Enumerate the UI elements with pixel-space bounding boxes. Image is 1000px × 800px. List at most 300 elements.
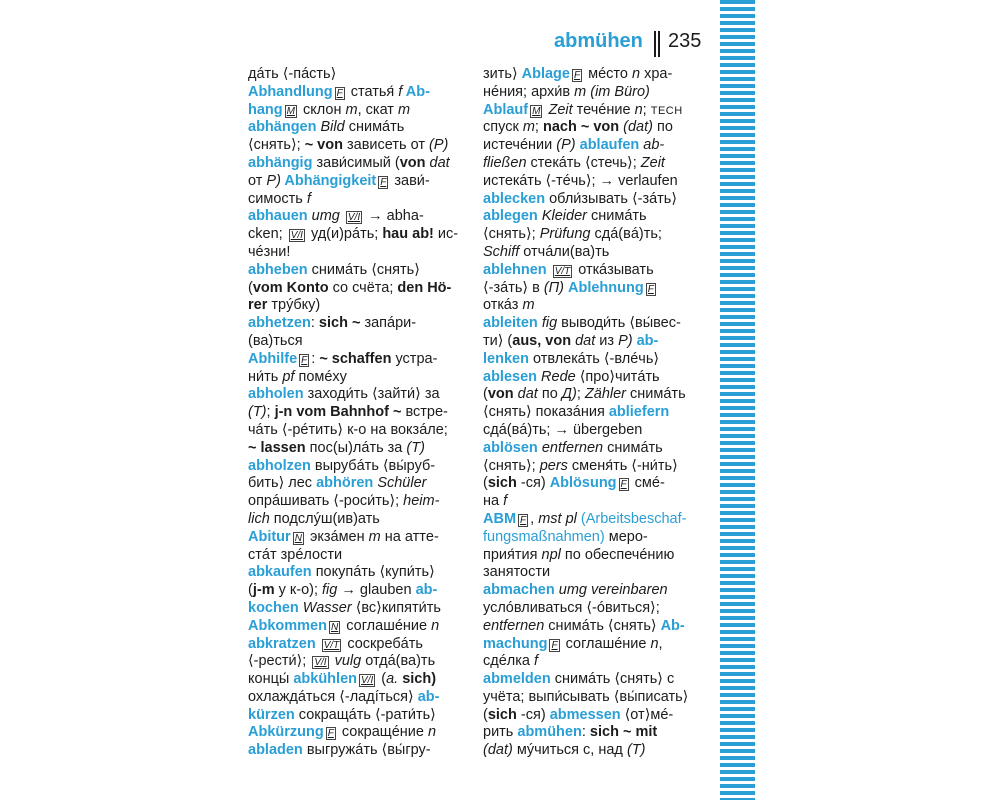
dictionary-line: [248, 102, 463, 120]
dictionary-line: [248, 208, 463, 226]
dictionary-line: [483, 511, 698, 529]
entry-text: снимáть: [344, 119, 405, 136]
entry-text: lich: [248, 510, 270, 527]
entry-text: соскребáть: [343, 635, 423, 652]
entry-text: занятости: [483, 564, 551, 581]
entry-text: (T): [406, 439, 425, 456]
entry-text: встре-: [401, 404, 448, 421]
page-number: 235: [668, 30, 702, 52]
entry-text: hau ab!: [382, 226, 434, 243]
headword: abkaufen: [248, 564, 312, 581]
headword: abholen: [248, 386, 304, 403]
headword: Abhandlung: [248, 83, 333, 100]
entry-text: по: [537, 386, 562, 403]
entry-text: сокращéние: [337, 724, 428, 741]
entry-text: n: [650, 635, 659, 652]
dictionary-line: [248, 119, 463, 137]
entry-text: хра-: [640, 66, 673, 82]
dictionary-line: [248, 422, 463, 440]
headword: abhetzen: [248, 315, 311, 332]
guide-word: abmühen: [554, 30, 643, 52]
headword: Abkürzung: [248, 724, 324, 741]
entry-text: npl: [541, 546, 561, 563]
dictionary-line: [248, 511, 463, 529]
entry-text: :: [581, 724, 590, 741]
entry-text: течéние: [572, 101, 635, 118]
headword: abhängig: [248, 154, 313, 171]
entry-text: (P): [556, 137, 576, 154]
headword: Ablage: [521, 66, 570, 82]
entry-text: услóвливаться ⟨-óвиться⟩;: [483, 599, 660, 616]
gender-tag: V/I: [314, 657, 327, 669]
headword: abmachen: [483, 582, 555, 599]
dictionary-line: [248, 262, 463, 280]
entry-text: по обеспечéнию: [560, 546, 675, 563]
dictionary-line: [483, 84, 698, 102]
entry-text: Д): [561, 386, 577, 403]
headword: Ablehnung: [563, 279, 644, 296]
dictionary-line: [483, 475, 698, 493]
entry-text: fließen: [483, 154, 527, 171]
gender-tag: M: [286, 105, 295, 117]
headword: ablegen: [483, 208, 538, 225]
entry-text: sich ~ mit: [589, 724, 658, 741]
entry-text: f: [534, 653, 539, 670]
gender-tag: F: [327, 728, 334, 740]
entry-text: umg: [307, 208, 344, 225]
entry-text: уд(и)рáть;: [306, 226, 383, 243]
gender-tag: F: [551, 639, 558, 651]
entry-text: Kleider: [537, 208, 587, 225]
dictionary-line: [248, 564, 463, 582]
entry-text: чáть ⟨-рéтить⟩ к-о на вокзáле;: [248, 421, 448, 438]
dictionary-line: [483, 66, 698, 84]
entry-text: m: [522, 297, 535, 314]
dictionary-line: [483, 653, 698, 671]
gender-tag: N: [294, 532, 302, 544]
entry-text: прия́тия: [483, 546, 542, 563]
headword: abholzen: [248, 457, 311, 474]
entry-text: Bild: [316, 119, 345, 136]
entry-text: Zeit: [640, 154, 665, 171]
entry-text: на аттe-: [380, 528, 439, 545]
entry-text: сдá(вá)ть;: [590, 226, 662, 243]
entry-text: отчáли(ва)ть: [519, 243, 610, 260]
headword: hang: [248, 101, 283, 118]
dictionary-line: [248, 244, 463, 262]
entry-text: → abha-: [364, 208, 424, 225]
entry-text: ⟨снять⟩ показáния: [483, 404, 609, 421]
headword: abkratzen: [248, 635, 316, 652]
entry-text: (P): [429, 137, 449, 154]
headword: abladen: [248, 742, 303, 759]
entry-text: (П): [543, 279, 564, 296]
headword: ABM: [483, 510, 517, 527]
dictionary-line: [483, 636, 698, 654]
entry-text: Schüler: [373, 475, 427, 492]
entry-text: nach ~ von: [542, 119, 620, 136]
entry-text: n: [431, 617, 440, 634]
entry-text: откáз: [483, 297, 523, 314]
entry-text: pf: [282, 368, 295, 385]
gender-tag: F: [336, 87, 343, 99]
right-column: [483, 66, 698, 760]
headword: abkühlen: [293, 671, 357, 688]
entry-text: (: [248, 279, 253, 296]
dictionary-line: [483, 262, 698, 280]
headword: Ablauf: [483, 101, 529, 118]
dictionary-line: [483, 671, 698, 689]
entry-text: :: [310, 315, 319, 332]
entry-text: fig: [537, 315, 558, 332]
entry-text: трýбку): [267, 297, 321, 314]
dictionary-line: [483, 173, 698, 191]
entry-text: ⟨про⟩читáть: [575, 368, 660, 385]
entry-text: f: [503, 493, 508, 510]
dictionary-line: [248, 137, 463, 155]
entry-text: рить: [483, 724, 518, 741]
dictionary-line: [483, 707, 698, 725]
entry-text: склон: [298, 101, 346, 118]
headword: abhauen: [248, 208, 308, 225]
dictionary-line: [248, 671, 463, 689]
entry-text: помéху: [294, 368, 347, 385]
entry-text: опрáшивать ⟨-роси́ть⟩;: [248, 493, 404, 510]
dictionary-line: [248, 529, 463, 547]
dictionary-line: [248, 582, 463, 600]
thumb-index-tab: [720, 0, 755, 800]
entry-text: ти⟩ (: [483, 332, 513, 349]
entry-text: статья́: [346, 83, 399, 100]
entry-text: Zähler: [584, 386, 627, 403]
headword: ablösen: [483, 439, 538, 456]
entry-text: ~ lassen: [248, 439, 306, 456]
entry-text: из: [595, 332, 619, 349]
dictionary-line: [483, 369, 698, 387]
headword: Ab-: [660, 617, 685, 634]
dictionary-line: [483, 689, 698, 707]
entry-text: fungsmaßnahmen): [483, 528, 605, 545]
headword: Abkommen: [248, 617, 327, 634]
entry-text: pers: [539, 457, 568, 474]
entry-text: от: [248, 172, 267, 189]
entry-text: P): [266, 172, 281, 189]
gender-tag: N: [330, 621, 339, 633]
entry-text: [547, 262, 551, 278]
dictionary-line: [483, 280, 698, 298]
entry-text: бить⟩ лес: [248, 475, 317, 492]
entry-text: ~ von: [304, 137, 343, 154]
entry-text: стекáть ⟨стечь⟩;: [526, 154, 641, 171]
entry-text: sich: [487, 706, 517, 723]
headword: abmelden: [483, 671, 551, 688]
entry-text: -ся): [516, 706, 550, 723]
dictionary-line: [483, 297, 698, 315]
entry-text: вырубáть ⟨вы́руб-: [310, 457, 436, 474]
entry-text: пос(ы)лáть за: [305, 439, 407, 456]
dictionary-line: [483, 191, 698, 209]
entry-text: зави́симый (: [312, 154, 400, 171]
headword: ab-: [417, 688, 440, 705]
entry-text: снимáть ⟨снять⟩: [307, 261, 420, 278]
entry-text: покупáть ⟨купи́ть⟩: [311, 564, 435, 581]
entry-text: ис-: [433, 226, 459, 243]
dictionary-line: [248, 280, 463, 298]
dictionary-line: [248, 173, 463, 191]
dictionary-line: [248, 636, 463, 654]
gender-tag: M: [532, 105, 541, 117]
dictionary-line: [483, 582, 698, 600]
entry-text: меро-: [604, 528, 648, 545]
entry-text: sich ~: [318, 315, 361, 332]
entry-text: von: [399, 154, 426, 171]
entry-text: ~ schaffen: [319, 350, 392, 367]
dictionary-line: [248, 369, 463, 387]
entry-text: ⟨снять⟩;: [483, 457, 540, 474]
entry-text: отдá(ва)ть: [361, 653, 436, 670]
entry-text: (dat): [483, 742, 513, 759]
entry-text: устра-: [391, 350, 438, 367]
entry-text: f: [398, 83, 403, 100]
dictionary-line: [483, 119, 698, 137]
entry-text: снимáть ⟨снять⟩ с: [550, 671, 675, 688]
entry-text: fig: [322, 582, 338, 599]
dictionary-line: [248, 547, 463, 565]
entry-text: von: [487, 386, 514, 403]
entry-text: Wasser: [298, 599, 352, 616]
dictionary-line: [483, 600, 698, 618]
dictionary-line: [248, 742, 463, 760]
gender-tag: F: [573, 70, 581, 81]
dictionary-line: [483, 564, 698, 582]
entry-text: обли́зывать ⟨-зáть⟩: [545, 190, 678, 207]
entry-text: (: [248, 582, 253, 599]
entry-text: (dat): [619, 119, 653, 136]
dictionary-line: [483, 529, 698, 547]
gender-tag: F: [620, 479, 627, 491]
entry-text: [316, 636, 320, 652]
dictionary-line: [483, 724, 698, 742]
entry-text: (: [483, 386, 488, 403]
entry-text: ,: [530, 510, 539, 527]
entry-text: m: [397, 101, 411, 118]
entry-text: → glauben: [337, 582, 416, 599]
entry-text: dat: [571, 332, 596, 349]
gender-tag: V/I: [290, 230, 303, 242]
entry-text: выводи́ть ⟨вы́вес-: [557, 315, 681, 332]
dictionary-line: [483, 404, 698, 422]
entry-text: P): [618, 332, 633, 349]
dictionary-line: [248, 297, 463, 315]
entry-text: n: [634, 101, 643, 118]
entry-text: зави́-: [390, 172, 430, 189]
dictionary-line: [483, 244, 698, 262]
dictionary-line: [248, 707, 463, 725]
entry-text: снимáть: [603, 439, 663, 456]
entry-text: n: [428, 724, 437, 741]
entry-text: подслýш(ив)ать: [269, 510, 380, 527]
entry-text: ⟨-рести́⟩;: [248, 653, 311, 670]
dictionary-line: [483, 386, 698, 404]
entry-text: ;: [534, 119, 543, 136]
entry-text: sich): [398, 671, 437, 688]
entry-text: со счёта;: [328, 279, 398, 296]
headword: ablaufen: [575, 137, 640, 154]
entry-text: смé-: [630, 475, 665, 492]
entry-text: (T): [626, 742, 646, 759]
entry-text: TECH: [650, 104, 683, 117]
entry-text: снимáть: [586, 208, 647, 225]
entry-text: dat: [513, 386, 538, 403]
dictionary-line: [483, 208, 698, 226]
entry-text: сдéлка: [483, 653, 534, 670]
entry-text: истекáть ⟨-тéчь⟩; → verlaufen: [483, 172, 678, 189]
dictionary-line: [248, 191, 463, 209]
dictionary-line: [248, 475, 463, 493]
entry-text: j-m: [252, 582, 275, 599]
entry-text: по: [652, 119, 673, 136]
gender-tag: F: [380, 176, 387, 188]
headword: ablesen: [483, 368, 537, 385]
entry-text: (: [483, 475, 488, 492]
entry-text: n: [631, 66, 641, 82]
entry-text: heim-: [403, 493, 440, 510]
gender-tag: V/T: [554, 265, 571, 277]
entry-text: j-n vom Bahnhof ~: [274, 404, 402, 421]
dictionary-line: [483, 333, 698, 351]
entry-text: мéсто: [584, 66, 632, 82]
entry-text: f: [306, 190, 311, 207]
dictionary-line: [483, 493, 698, 511]
headword: kürzen: [248, 706, 295, 723]
headword: Abitur: [248, 528, 291, 545]
dictionary-line: [248, 84, 463, 102]
entry-text: у к-о);: [274, 582, 323, 599]
headword: lenken: [483, 350, 529, 367]
gender-tag: V/I: [361, 675, 374, 687]
dictionary-line: [248, 689, 463, 707]
dictionary-line: [483, 742, 698, 760]
headword: abheben: [248, 261, 308, 278]
entry-text: m: [368, 528, 381, 545]
headword: machung: [483, 635, 548, 652]
entry-text: соглашéние: [342, 617, 432, 634]
entry-text: entfernen: [537, 439, 604, 456]
entry-text: a.: [386, 671, 399, 688]
entry-text: на: [483, 493, 504, 510]
entry-text: сменя́ть ⟨-ни́ть⟩: [567, 457, 678, 474]
entry-text: спуск: [483, 119, 523, 136]
entry-text: выгружáть ⟨вы́гру-: [302, 742, 431, 759]
headword: ableiten: [483, 315, 538, 332]
entry-text: m: [345, 101, 358, 118]
dictionary-line: [248, 618, 463, 636]
headword: abmessen: [549, 706, 621, 723]
dictionary-line: [483, 440, 698, 458]
entry-text: :: [311, 350, 320, 367]
dictionary-line: [483, 226, 698, 244]
entry-text: -ся): [516, 475, 550, 492]
dictionary-line: [483, 422, 698, 440]
entry-text: отвлекáть ⟨-влéчь⟩: [528, 350, 660, 367]
dictionary-line: [248, 66, 463, 84]
entry-text: (T): [248, 404, 267, 421]
entry-text: sich: [487, 475, 517, 492]
dictionary-line: [248, 351, 463, 369]
dictionary-line: [483, 458, 698, 476]
entry-text: dat: [425, 154, 450, 171]
entry-text: ⟨-зáть⟩ в: [483, 279, 544, 296]
headword: abhören: [316, 475, 374, 492]
entry-text: ;: [266, 404, 275, 421]
entry-text: концы́: [248, 671, 294, 688]
gender-tag: F: [647, 283, 654, 295]
entry-text: ⟨снять⟩;: [483, 226, 540, 243]
entry-text: ,: [658, 635, 663, 652]
dictionary-line: [248, 653, 463, 671]
header-divider: [654, 31, 660, 57]
dictionary-line: [248, 404, 463, 422]
entry-text: экзáмен: [305, 528, 369, 545]
entry-text: зить⟩: [483, 66, 522, 82]
gender-tag: F: [520, 514, 527, 526]
dictionary-line: [483, 618, 698, 636]
entry-text: учёта; выпи́сывать ⟨вы́писать⟩: [483, 688, 689, 705]
entry-text: ⟨снять⟩;: [248, 137, 305, 154]
entry-text: rer: [248, 297, 268, 314]
entry-text: Rede: [537, 368, 576, 385]
entry-text: снимáть ⟨снять⟩: [544, 617, 661, 634]
dictionary-line: [483, 102, 698, 120]
entry-text: запáри-: [360, 315, 417, 332]
entry-text: ⟨от⟩мé-: [620, 706, 674, 723]
entry-text: Schiff: [483, 243, 520, 260]
headword: Ablösung: [549, 475, 617, 492]
entry-text: нéния; архи́в: [483, 83, 575, 100]
entry-text: entfernen: [483, 617, 545, 634]
headword: ab-: [415, 582, 438, 599]
left-column: [248, 66, 463, 760]
entry-text: снимáть: [626, 386, 686, 403]
entry-text: (ва)ться: [248, 332, 303, 349]
headword: Abhängigkeit: [280, 172, 377, 189]
entry-text: дáть ⟨-пáсть⟩: [248, 66, 337, 82]
dictionary-line: [248, 315, 463, 333]
headword: ablehnen: [483, 261, 547, 278]
headword: abmühen: [517, 724, 582, 741]
gender-tag: V/T: [323, 639, 340, 651]
entry-text: ⟨вс⟩кипяти́ть: [351, 599, 441, 616]
entry-text: m: [522, 119, 535, 136]
entry-text: стáт зрéлости: [248, 546, 343, 563]
entry-text: mst pl: [538, 510, 577, 527]
headword: Abhilfe: [248, 350, 298, 367]
entry-text: Zeit: [544, 101, 573, 118]
dictionary-line: [248, 440, 463, 458]
dictionary-line: [248, 458, 463, 476]
entry-text: соглашéние: [561, 635, 651, 652]
gender-tag: F: [301, 354, 308, 366]
entry-text: ab-: [639, 137, 665, 154]
dictionary-line: [483, 315, 698, 333]
headword: abliefern: [608, 404, 670, 421]
entry-text: ;: [576, 386, 585, 403]
headword: kochen: [248, 599, 299, 616]
headword: ablecken: [483, 190, 546, 207]
dictionary-line: [248, 155, 463, 173]
dictionary-line: [248, 600, 463, 618]
entry-text: зависеть от: [342, 137, 429, 154]
